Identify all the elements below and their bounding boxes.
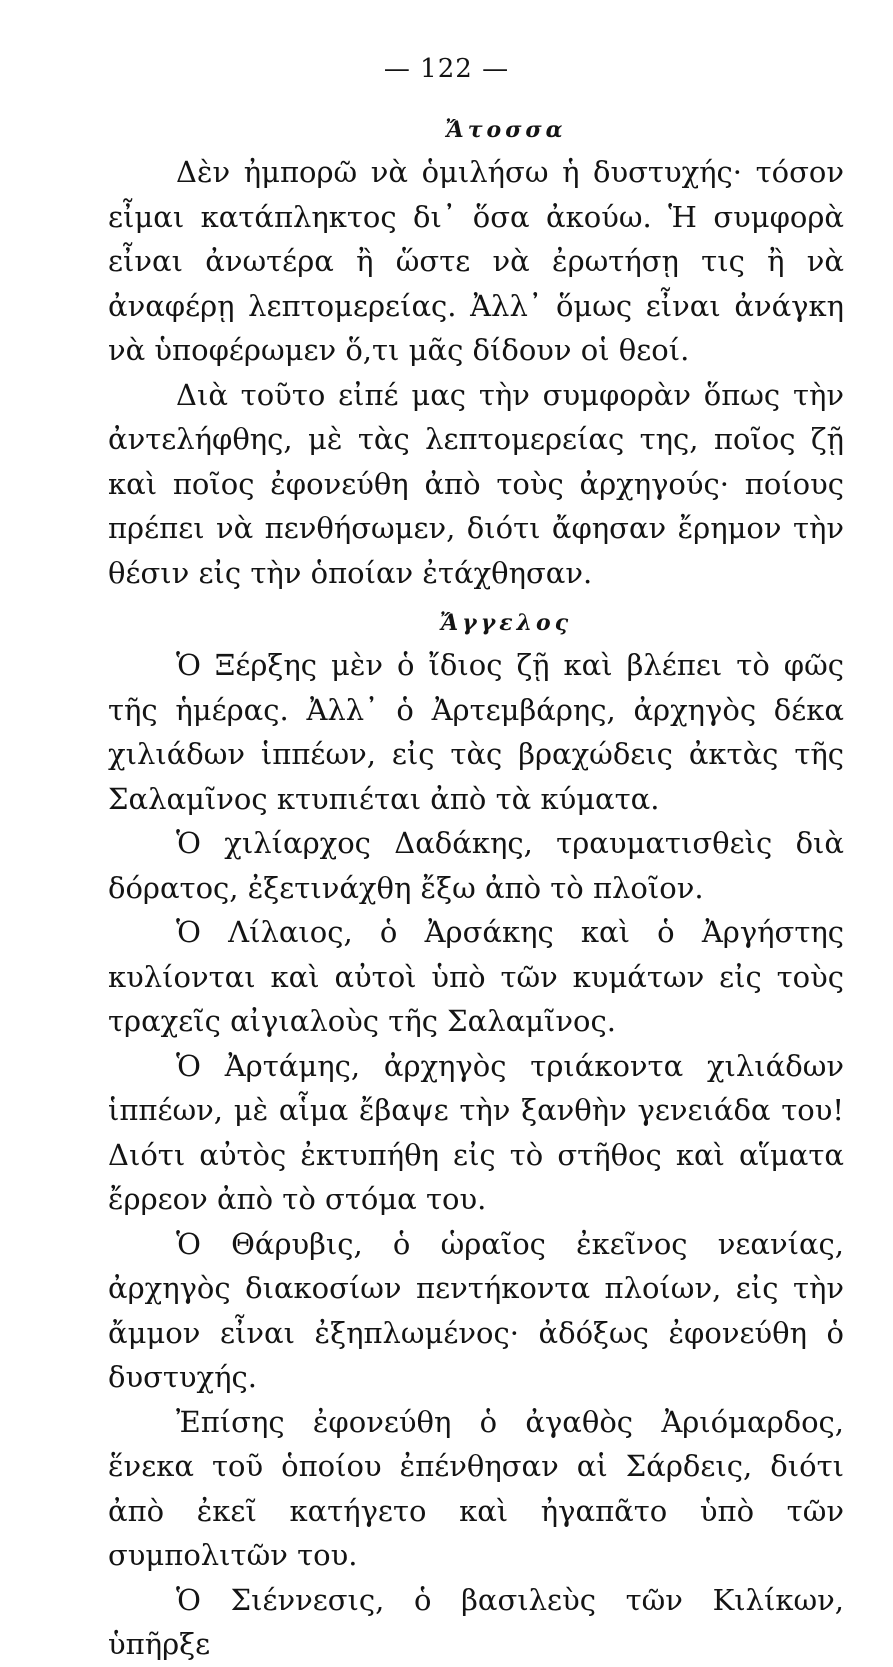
paragraph: Ὁ Λίλαιος, ὁ Ἀρσάκης καὶ ὁ Ἀργήστης κυλίονται καὶ αὐτοὶ ὑπὸ τῶν κυμάτων εἰς τοὺς τραχεῖς αἰγιαλοὺς τῆς Σαλαμῖνος.: [108, 915, 844, 1038]
text-body: [108, 110, 844, 1667]
speaker-heading-atossa: Ἄτοσσα: [445, 117, 567, 143]
speaker-heading-angelos: Ἄγγελος: [439, 610, 573, 636]
paragraph: Ὁ Ἀρτάμης, ἀρχηγὸς τριάκοντα χιλιάδων ἱππέων, μὲ αἷμα ἔβαψε τὴν ξανθὴν γενειάδα του! Διότι αὐτὸς ἐκτυπήθη εἰς τὸ στῆθος καὶ αἵματα ἔρρεον ἀπὸ τὸ στόμα του.: [108, 1048, 844, 1216]
paragraph: Ὁ Ξέρξης μὲν ὁ ἴδιος ζῇ καὶ βλέπει τὸ φῶς τῆς ἡμέρας. Ἀλλ᾽ ὁ Ἀρτεμβάρης, ἀρχηγὸς δέκα χιλιάδων ἱππέων, εἰς τὰς βραχώδεις ἀκτὰς τῆς Σαλαμῖνος κτυπιέται ἀπὸ τὰ κύματα.: [108, 648, 844, 816]
paragraph: Διὰ τοῦτο εἰπέ μας τὴν συμφορὰν ὅπως τὴν ἀντελήφθης, μὲ τὰς λεπτομερείας της, ποῖος ζῇ καὶ ποῖος ἐφονεύθη ἀπὸ τοὺς ἀρχηγούς· ποίους πρέπει νὰ πενθήσωμεν, διότι ἄφησαν ἔρημον τὴν θέσιν εἰς τὴν ὁποίαν ἐτάχθησαν.: [108, 377, 844, 590]
page-number: — 122 —: [383, 54, 510, 84]
paragraph: Ἐπίσης ἐφονεύθη ὁ ἀγαθὸς Ἀριόμαρδος, ἕνεκα τοῦ ὁποίου ἐπένθησαν αἱ Σάρδεις, διότι ἀπὸ ἐκεῖ κατήγετο καὶ ἠγαπᾶτο ὑπὸ τῶν συμπολιτῶν του.: [108, 1404, 844, 1572]
paragraph: Ὁ Σιέννεσις, ὁ βασιλεὺς τῶν Κιλίκων, ὑπῆρξε: [108, 1582, 844, 1661]
paragraph: Ὁ Θάρυβις, ὁ ὡραῖος ἐκεῖνος νεανίας, ἀρχηγὸς διακοσίων πεντήκοντα πλοίων, εἰς τὴν ἄμμον εἶναι ἐξηπλωμένος· ἀδόξως ἐφονεύθη ὁ δυστυχής.: [108, 1226, 844, 1394]
paragraph: Δὲν ἠμπορῶ νὰ ὁμιλήσω ἡ δυστυχής· τόσον εἶμαι κατάπληκτος δι᾽ ὅσα ἀκούω. Ἡ συμφορὰ εἶναι ἀνωτέρα ἢ ὥστε νὰ ἐρωτήσῃ τις ἢ νὰ ἀναφέρῃ λεπτομερείας. Ἀλλ᾽ ὅμως εἶναι ἀνάγκη νὰ ὑποφέρωμεν ὅ,τι μᾶς δίδουν οἱ θεοί.: [108, 155, 844, 367]
paragraph: Ὁ χιλίαρχος Δαδάκης, τραυματισθεὶς διὰ δόρατος, ἐξετινάχθη ἔξω ἀπὸ τὸ πλοῖον.: [108, 826, 844, 905]
